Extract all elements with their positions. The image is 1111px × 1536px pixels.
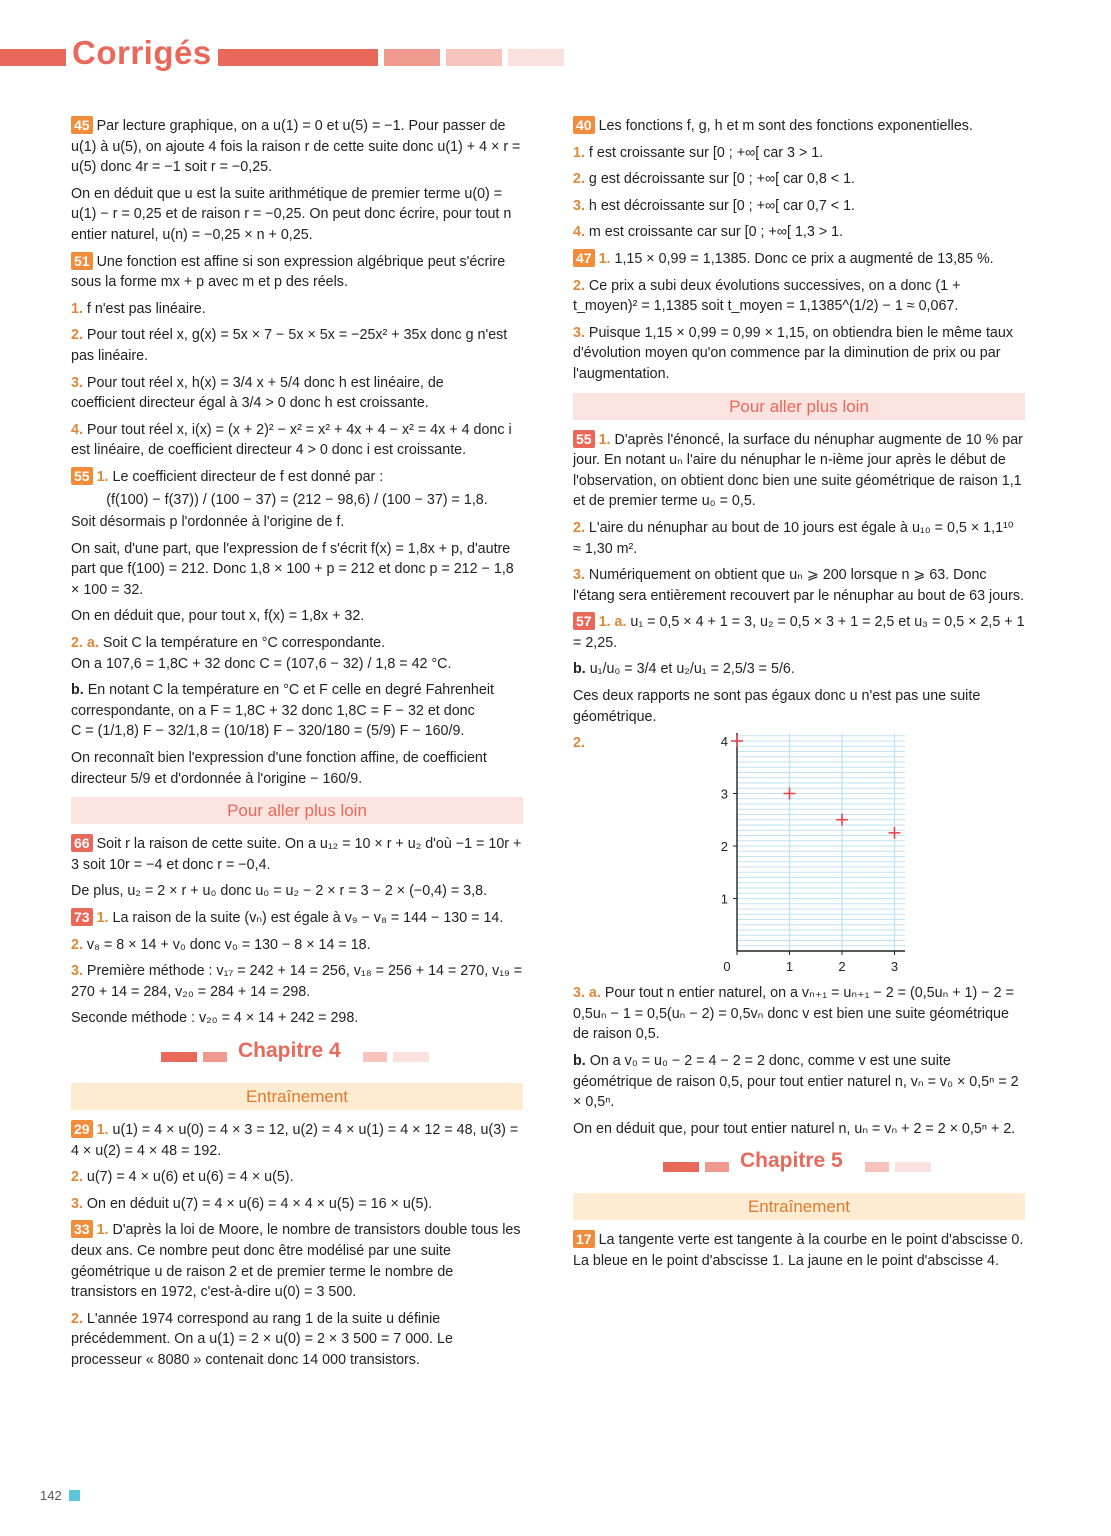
exercise-73-item-2: 2. v₈ = 8 × 14 + v₀ donc v₀ = 130 − 8 × 14 = 18. bbox=[71, 936, 371, 953]
data-point bbox=[889, 827, 901, 839]
chapter-heading bbox=[71, 1039, 523, 1075]
exercise-55b: 55 1. D'après l'énoncé, la surface du nénuphar augmente de 10 % par jour. En notant uₙ l'aire du nénuphar le n-ième jour après le début de l'observation, on obtient donc bien une suite géométrique de raison 1,1 et de premier terme u₀ = 0,5. bbox=[573, 430, 1023, 510]
exercise-55-text: On a 107,6 = 1,8C + 32 donc C = (107,6 − 32) / 1,8 = 42 °C. bbox=[71, 655, 452, 672]
exercise-number: 55 bbox=[71, 467, 93, 485]
exercise-47: 47 1. 1,15 × 0,99 = 1,1385. Donc ce prix a augmenté de 13,85 %. bbox=[573, 249, 1025, 270]
left-column bbox=[71, 116, 523, 1377]
exercise-57-item-3b: b. On a v₀ = u₀ − 2 = 4 − 2 = 2 donc, comme v est une suite géométrique de raison 0,5, pour tout entier naturel n, vₙ = v₀ × 0,5ⁿ = 2 × 0,5ⁿ. bbox=[573, 1053, 1019, 1111]
page-number: 142 bbox=[40, 1488, 62, 1503]
exercise-number: 66 bbox=[71, 834, 93, 852]
exercise-40-item-3: 3. h est décroissante sur [0 ; +∞[ car 0,7 < 1. bbox=[573, 197, 856, 214]
header-bar bbox=[384, 49, 440, 66]
chapter-heading bbox=[573, 1149, 1025, 1185]
sequence-graph bbox=[573, 733, 1025, 977]
y-tick-label: 3 bbox=[720, 786, 728, 802]
data-point bbox=[784, 788, 796, 800]
exercise-51-item-3: 3. Pour tout réel x, h(x) = 3/4 x + 5/4 donc h est linéaire, de coefficient directeur égal à 3/4 > 0 donc h est croissante. bbox=[71, 374, 444, 412]
exercise-73: 73 1. La raison de la suite (vₙ) est égale à v₉ − v₈ = 144 − 130 = 14. bbox=[71, 908, 523, 929]
formula: (f(100) − f(37)) / (100 − 37) = (212 − 98,6) / (100 − 37) = 1,8. bbox=[106, 491, 488, 508]
exercise-66-text: De plus, u₂ = 2 × r + u₀ donc u₀ = u₂ − 2 × r = 3 − 2 × (−0,4) = 3,8. bbox=[71, 883, 487, 900]
exercise-55-text: Soit désormais p l'ordonnée à l'origine de f. bbox=[71, 514, 345, 531]
header-bar bbox=[0, 49, 66, 66]
exercise-51-item-4: 4. Pour tout réel x, i(x) = (x + 2)² − x² = x² + 4x + 4 − x² = 4x + 4 donc i est linéaire, de coefficient directeur 4 > 0 donc i est croissante. bbox=[71, 421, 512, 459]
exercise-29: 29 1. u(1) = 4 × u(0) = 4 × 3 = 12, u(2) = 4 × u(1) = 4 × 12 = 48, u(3) = 4 × u(2) = 4 × 48 = 192. bbox=[71, 1120, 519, 1159]
scatter-chart bbox=[573, 733, 1025, 977]
y-tick-label: 1 bbox=[720, 891, 728, 907]
exercise-number: 17 bbox=[573, 1230, 595, 1248]
exercise-73-item-3: 3. Première méthode : v₁₇ = 242 + 14 = 256, v₁₈ = 256 + 14 = 270, v₁₉ = 270 + 14 = 284, v₂₀ = 284 + 14 = 298. bbox=[71, 963, 523, 1000]
exercise-51: 51 Une fonction est affine si son expression algébrique peut s'écrire sous la forme mx + p avec m et p des réels. bbox=[71, 252, 506, 291]
x-tick-label: 3 bbox=[890, 959, 899, 975]
exercise-57: 57 1. a. u₁ = 0,5 × 4 + 1 = 3, u₂ = 0,5 × 3 + 1 = 2,5 et u₃ = 0,5 × 2,5 + 1 = 2,25. bbox=[573, 613, 1025, 651]
exercise-number: 45 bbox=[71, 116, 93, 134]
exercise-40-item-1: 1. f est croissante sur [0 ; +∞[ car 3 > 1. bbox=[573, 144, 824, 161]
exercise-57-item-3a: 3. a. Pour tout n entier naturel, on a vₙ₊₁ = uₙ₊₁ − 2 = (0,5uₙ + 1) − 2 = 0,5uₙ − 1 = 0,5(uₙ − 2) = 0,5vₙ donc v est bien une suite géométrique de raison 0,5. bbox=[573, 985, 1014, 1043]
exercise-number: 47 bbox=[573, 249, 595, 267]
exercise-57-text: On en déduit que, pour tout entier naturel n, uₙ = vₙ + 2 = 2 × 0,5ⁿ + 2. bbox=[573, 1120, 1016, 1137]
exercise-17: 17 La tangente verte est tangente à la courbe en le point d'abscisse 0. La bleue en le point d'abscisse 1. La jaune en le point d'abscisse 4. bbox=[573, 1231, 1024, 1269]
y-tick-label: 2 bbox=[720, 839, 728, 855]
x-tick-label: 2 bbox=[838, 959, 846, 975]
exercise-47-item-2: 2. Ce prix a subi deux évolutions successives, on a donc (1 + t_moyen)² = 1,1385 soit t_moyen = 1,1385^(1/2) − 1 ≈ 0,067. bbox=[573, 277, 961, 315]
exercise-66: 66 Soit r la raison de cette suite. On a u₁₂ = 10 × r + u₂ d'où −1 = 10r + 3 soit 10r = −4 et donc r = −0,4. bbox=[71, 835, 522, 873]
exercise-55-formula: C = (1/1,8) F − 32/1,8 = (10/18) F − 320/180 = (5/9) F − 160/9. bbox=[71, 723, 465, 740]
exercise-45-text: On en déduit que u est la suite arithmétique de premier terme u(0) = u(1) − r = 0,25 et de raison r = −0,25. On peut donc écrire, pour tout n entier naturel, u(n) = −0,25 × n + 0,25. bbox=[71, 185, 512, 243]
exercise-number: 40 bbox=[573, 116, 595, 134]
chapter-title: Chapitre 5 bbox=[740, 1149, 843, 1173]
page-title: Corrigés bbox=[72, 34, 212, 71]
exercise-57-item-1b: b. u₁/u₀ = 3/4 et u₂/u₁ = 2,5/3 = 5/6. bbox=[573, 661, 795, 678]
chapter-title: Chapitre 4 bbox=[238, 1038, 341, 1062]
exercise-33: 33 1. D'après la loi de Moore, le nombre de transistors double tous les deux ans. Ce nombre peut donc être modélisé par une suite géométrique u de raison 2 et de premier terme le nombre de transistors en 1972, c'est-à-dire u(0) = 3 500. bbox=[71, 1221, 521, 1301]
exercise-40-item-4: 4. m est croissante car sur [0 ; +∞[ 1,3 > 1. bbox=[573, 224, 844, 241]
section-heading: Entraînement bbox=[573, 1193, 1025, 1220]
x-tick-label: 0 bbox=[723, 959, 731, 975]
x-tick-label: 1 bbox=[785, 959, 794, 975]
exercise-number: 55 bbox=[573, 430, 595, 448]
exercise-number: 57 bbox=[573, 612, 595, 630]
exercise-number: 51 bbox=[71, 252, 93, 270]
exercise-number: 33 bbox=[71, 1220, 93, 1238]
exercise-29-item-3: 3. On en déduit u(7) = 4 × u(6) = 4 × 4 × u(5) = 16 × u(5). bbox=[71, 1195, 433, 1212]
section-heading: Pour aller plus loin bbox=[71, 797, 523, 824]
exercise-29-item-2: 2. u(7) = 4 × u(6) et u(6) = 4 × u(5). bbox=[71, 1169, 294, 1186]
section-heading: Entraînement bbox=[71, 1083, 523, 1110]
exercise-40-item-2: 2. g est décroissante sur [0 ; +∞[ car 0,8 < 1. bbox=[573, 171, 856, 188]
exercise-33-item-2: 2. L'année 1974 correspond au rang 1 de la suite u définie précédemment. On a u(1) = 2 × u(0) = 2 × 3 500 = 7 000. Le processeur « 8080 » contenait donc 14 000 transistors. bbox=[71, 1310, 453, 1368]
exercise-40: 40 Les fonctions f, g, h et m sont des fonctions exponentielles. bbox=[573, 116, 1025, 137]
exercise-45: 45 Par lecture graphique, on a u(1) = 0 et u(5) = −1. Pour passer de u(1) à u(5), on ajoute 4 fois la raison r de cette suite donc u(1) + 4 × r = u(5) donc 4r = −1 soit r = −0,25. bbox=[71, 117, 521, 176]
exercise-55-item-2b: b. En notant C la température en °C et F celle en degré Fahrenheit correspondante, on a F = 1,8C + 32 donc 1,8C = F − 32 et donc bbox=[71, 682, 494, 719]
exercise-number: 29 bbox=[71, 1120, 93, 1138]
exercise-55b-item-3: 3. Numériquement on obtient que uₙ ⩾ 200 lorsque n ⩾ 63. Donc l'étang sera entièrement recouvert par le nénuphar au bout de 63 jours. bbox=[573, 567, 1024, 604]
exercise-55-text: On reconnaît bien l'expression d'une fonction affine, de coefficient directeur 5/9 et d'ordonnée à l'origine − 160/9. bbox=[71, 750, 487, 787]
section-heading: Pour aller plus loin bbox=[573, 393, 1025, 420]
data-point bbox=[731, 735, 743, 747]
page-header bbox=[0, 34, 1111, 80]
header-bar bbox=[446, 49, 502, 66]
exercise-55: 55 1. Le coefficient directeur de f est donné par : bbox=[71, 467, 523, 488]
y-tick-label: 4 bbox=[720, 734, 728, 750]
data-point bbox=[836, 814, 848, 826]
exercise-51-item-1: 1. f n'est pas linéaire. bbox=[71, 300, 206, 317]
exercise-51-item-2: 2. Pour tout réel x, g(x) = 5x × 7 − 5x × 5x = −25x² + 35x donc g n'est pas linéaire. bbox=[71, 327, 508, 364]
exercise-55-text: On en déduit que, pour tout x, f(x) = 1,8x + 32. bbox=[71, 608, 365, 625]
exercise-55-text: On sait, d'une part, que l'expression de f s'écrit f(x) = 1,8x + p, d'autre part que f(100) = 212. Donc 1,8 × 100 + p = 212 et donc p = 212 − 1,8 × 100 = 32. bbox=[71, 540, 514, 598]
header-bar bbox=[218, 49, 378, 66]
footer-marker bbox=[69, 1490, 80, 1501]
exercise-number: 73 bbox=[71, 908, 93, 926]
exercise-55-item-2a: 2. a. Soit C la température en °C correspondante. bbox=[71, 635, 386, 652]
page-footer bbox=[40, 1488, 80, 1503]
exercise-73-text: Seconde méthode : v₂₀ = 4 × 14 + 242 = 298. bbox=[71, 1010, 359, 1027]
exercise-47-item-3: 3. Puisque 1,15 × 0,99 = 0,99 × 1,15, on obtiendra bien le même taux d'évolution moyen qu'on commence par la diminution de prix ou par l'augmentation. bbox=[573, 324, 1013, 382]
exercise-55b-item-2: 2. L'aire du nénuphar au bout de 10 jours est égale à u₁₀ = 0,5 × 1,1¹⁰ ≈ 1,30 m². bbox=[573, 519, 1014, 557]
exercise-57-text: Ces deux rapports ne sont pas égaux donc u n'est pas une suite géométrique. bbox=[573, 688, 981, 725]
right-column bbox=[573, 116, 1025, 1278]
item-number: 2. bbox=[573, 735, 585, 752]
header-bar bbox=[508, 49, 564, 66]
